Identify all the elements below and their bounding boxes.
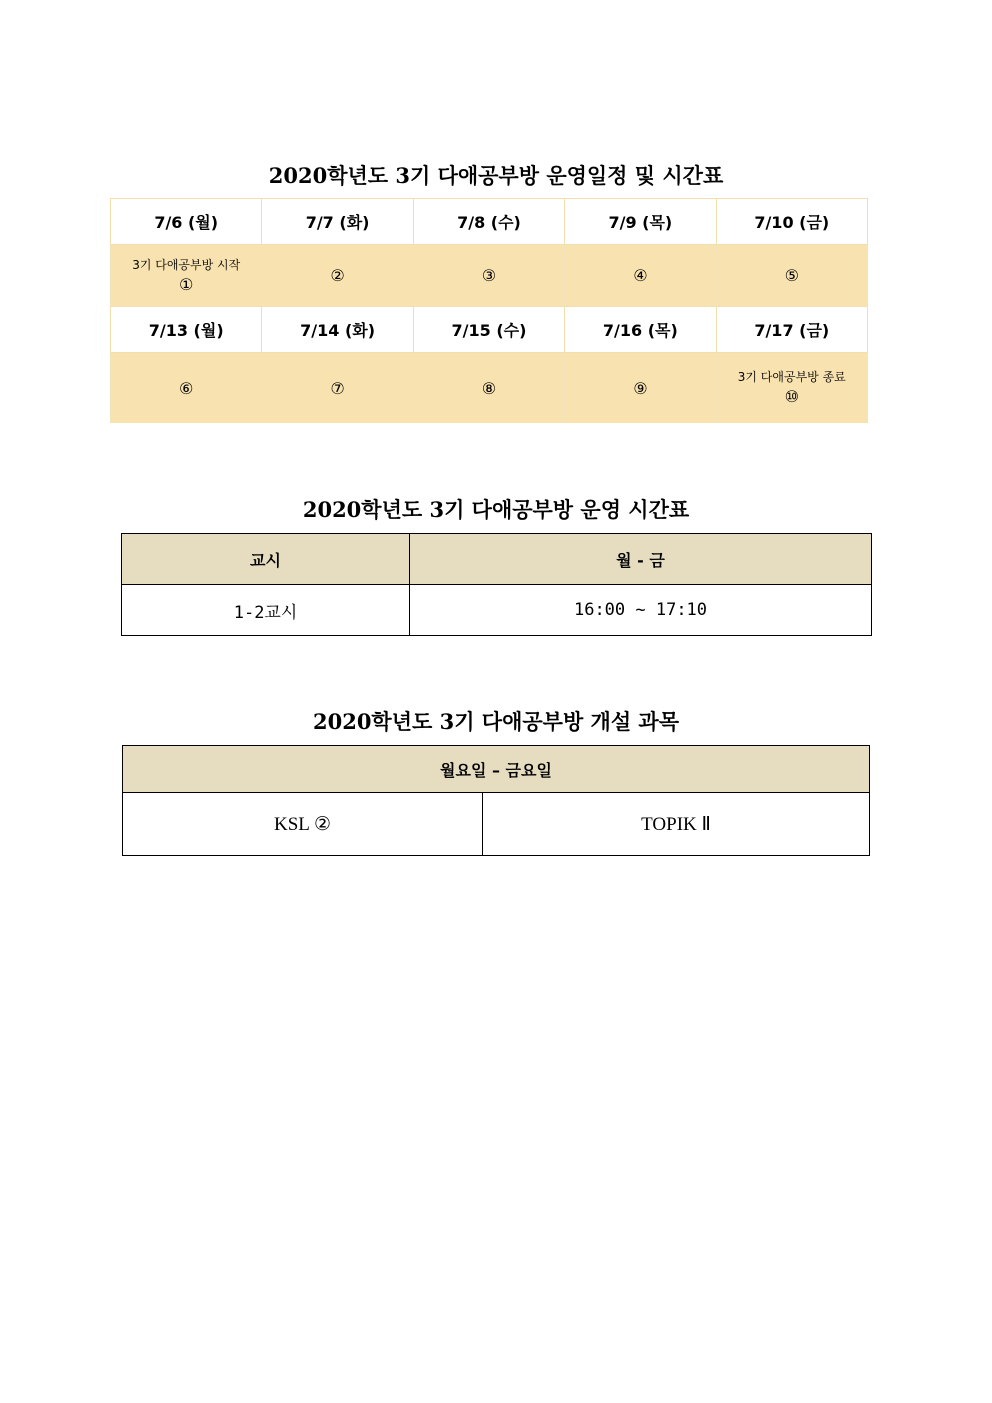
period-cell: 1-2교시 (122, 585, 410, 636)
end-note: 3기 다애공부방 종료 (737, 370, 846, 384)
session-number: ① (179, 274, 194, 294)
session-cell: ② (262, 245, 413, 307)
timetable-header-row (122, 534, 872, 585)
session-cell: ⑥ (111, 353, 262, 424)
start-note: 3기 다애공부방 시작 (132, 257, 241, 272)
date-cell: 7/13 (월) (111, 307, 262, 353)
timetable-title: 2020학년도 3기 다애공부방 운영 시간표 (302, 497, 690, 522)
session-cell: ⑤ (716, 245, 867, 307)
date-cell: 7/10 (금) (716, 199, 867, 245)
session-cell (111, 245, 262, 307)
subject-cell: KSL ② (123, 793, 483, 856)
date-cell: 7/9 (목) (565, 199, 716, 245)
session-cell: ⑧ (413, 353, 564, 424)
days-header: 월 - 금 (410, 534, 872, 585)
session-cell: ⑨ (565, 353, 716, 424)
session-cell: ③ (413, 245, 564, 307)
date-cell: 7/17 (금) (716, 307, 867, 353)
timetable-row (122, 585, 872, 636)
date-cell: 7/14 (화) (262, 307, 413, 353)
date-cell: 7/15 (수) (413, 307, 564, 353)
session-cell (716, 353, 867, 424)
date-cell: 7/16 (목) (565, 307, 716, 353)
date-row-week1 (111, 199, 868, 245)
session-row-week2 (111, 353, 868, 424)
period-header: 교시 (122, 534, 410, 585)
session-number: ⑩ (784, 387, 799, 406)
session-cell: ⑦ (262, 353, 413, 424)
date-cell: 7/6 (월) (111, 199, 262, 245)
subjects-table (122, 745, 870, 856)
session-row-week1 (111, 245, 868, 307)
subject-cell: TOPIK Ⅱ (483, 793, 870, 856)
timetable-table (121, 533, 872, 636)
subjects-header-row (123, 746, 870, 793)
date-row-week2 (111, 307, 868, 353)
schedule-table (110, 198, 868, 423)
session-cell: ④ (565, 245, 716, 307)
date-cell: 7/8 (수) (413, 199, 564, 245)
schedule-title: 2020학년도 3기 다애공부방 운영일정 및 시간표 (268, 163, 724, 188)
date-cell: 7/7 (화) (262, 199, 413, 245)
subjects-header: 월요일 – 금요일 (123, 746, 870, 793)
subjects-row (123, 793, 870, 856)
subjects-title: 2020학년도 3기 다애공부방 개설 과목 (312, 709, 680, 734)
time-cell: 16:00 ~ 17:10 (410, 585, 872, 636)
